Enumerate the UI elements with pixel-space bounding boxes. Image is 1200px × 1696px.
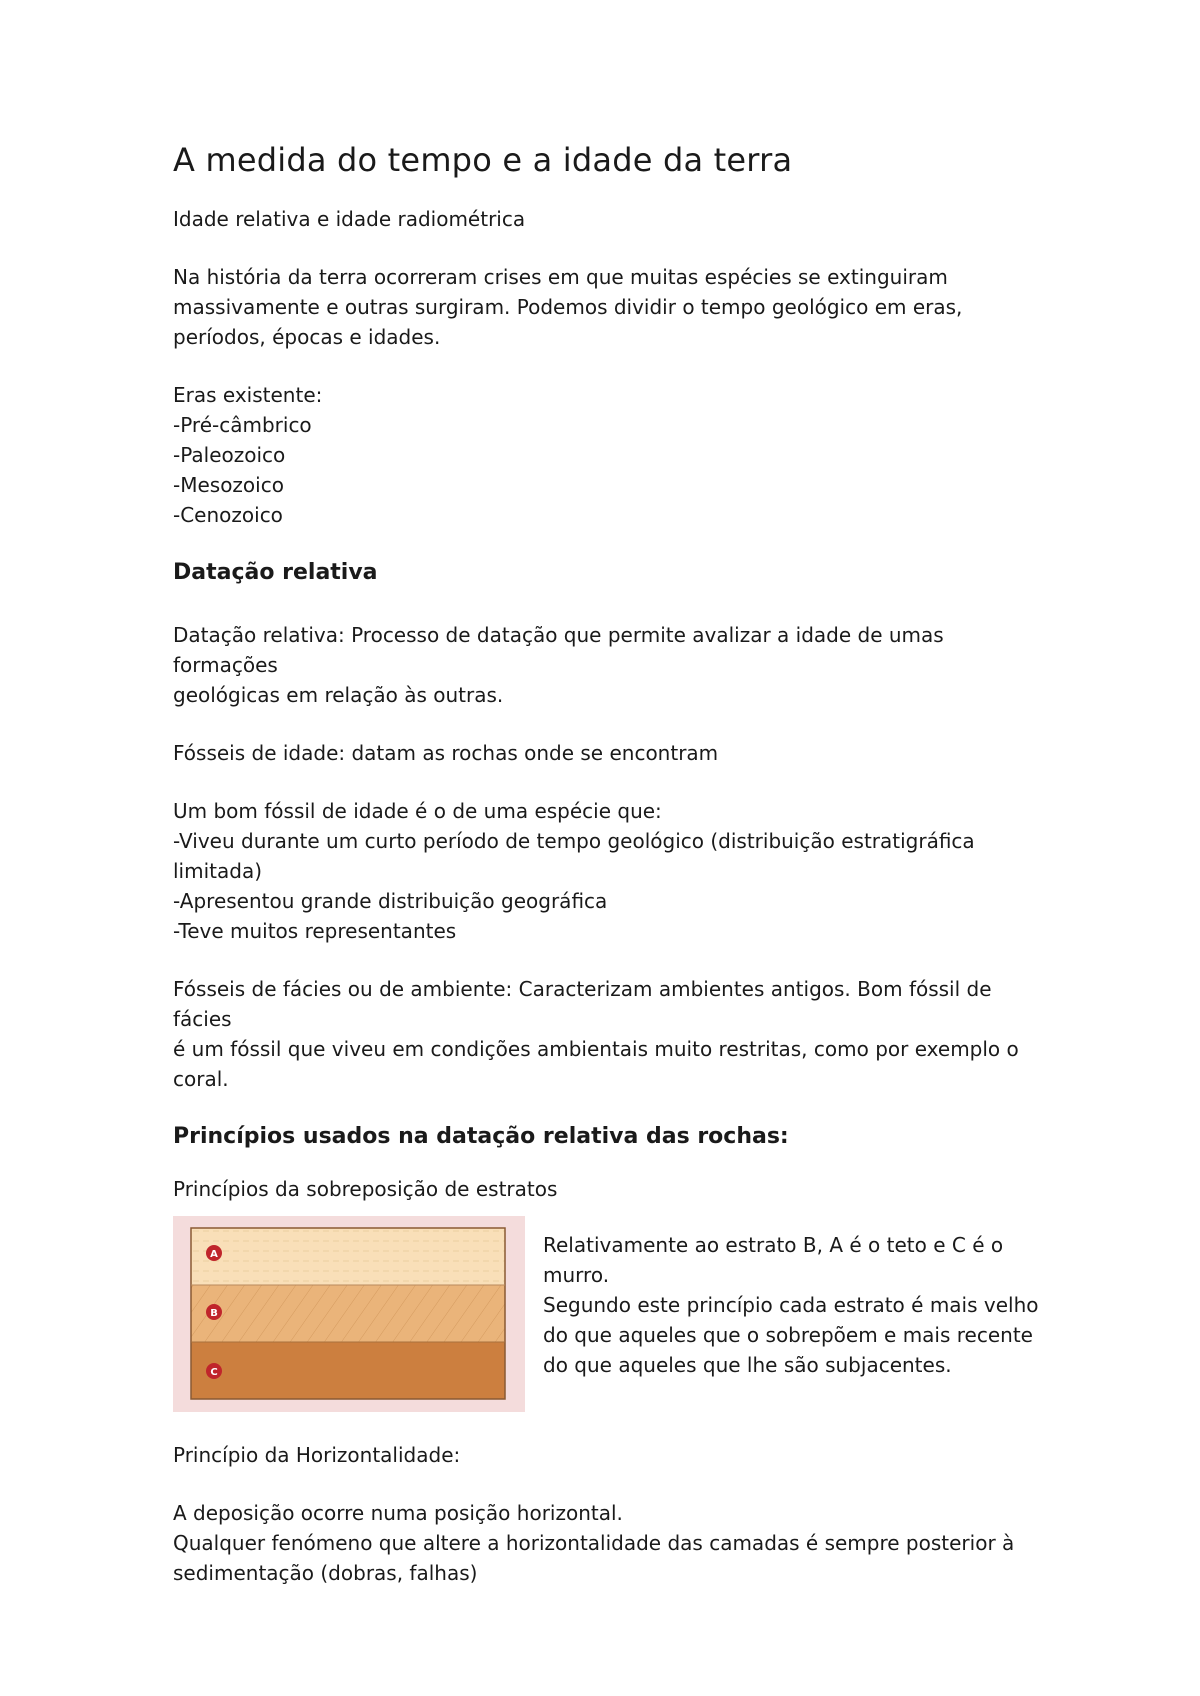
- list-item: -Pré-câmbrico: [173, 413, 312, 437]
- list-item: limitada): [173, 859, 263, 883]
- list-item: -Paleozoico: [173, 443, 286, 467]
- list-item: -Cenozoico: [173, 503, 283, 527]
- text-line: massivamente e outras surgiram. Podemos dividir o tempo geológico em eras,: [173, 295, 963, 319]
- text-line: A deposição ocorre numa posição horizontal.: [173, 1501, 623, 1525]
- section-heading-principios: Princípios usados na datação relativa das rochas:: [173, 1124, 789, 1149]
- text-line: é um fóssil que viveu em condições ambientais muito restritas, como por exemplo o: [173, 1037, 1019, 1061]
- strata-figure-row: [173, 1216, 1043, 1412]
- strata-svg: [173, 1216, 525, 1412]
- text-line: Fósseis de fácies ou de ambiente: Caracterizam ambientes antigos. Bom fóssil de fácies: [173, 977, 992, 1031]
- strata-diagram: [173, 1216, 525, 1412]
- eras-list: [173, 380, 1043, 530]
- text-line: do que aqueles que o sobrepõem e mais recente: [543, 1323, 1033, 1347]
- text-line: murro.: [543, 1263, 610, 1287]
- definition-paragraph: [173, 620, 1043, 710]
- badge-c-label: C: [210, 1367, 218, 1378]
- eras-heading: Eras existente:: [173, 383, 323, 407]
- badge-b-label: B: [210, 1308, 218, 1319]
- document-body: [173, 140, 1043, 1588]
- text-line: períodos, épocas e idades.: [173, 325, 441, 349]
- fossils-age-paragraph: Fósseis de idade: datam as rochas onde se encontram: [173, 741, 719, 765]
- text-line: Datação relativa: Processo de datação que permite avalizar a idade de umas formações: [173, 623, 944, 677]
- horizontality-paragraph: [173, 1498, 1043, 1588]
- list-item: -Mesozoico: [173, 473, 284, 497]
- text-line: coral.: [173, 1067, 229, 1091]
- badge-a-label: A: [210, 1249, 218, 1260]
- figure-caption: [543, 1230, 1043, 1380]
- principle-title: Princípios da sobreposição de estratos: [173, 1177, 558, 1201]
- text-line: Relativamente ao estrato B, A é o teto e C é o: [543, 1233, 1004, 1257]
- good-fossil-list: [173, 796, 1043, 946]
- list-item: -Viveu durante um curto período de tempo geológico (distribuição estratigráfica: [173, 829, 975, 853]
- stratum-a-texture: [191, 1228, 505, 1285]
- list-heading: Um bom fóssil de idade é o de uma espécie que:: [173, 799, 662, 823]
- text-line: sedimentação (dobras, falhas): [173, 1561, 478, 1585]
- text-line: geológicas em relação às outras.: [173, 683, 504, 707]
- facies-paragraph: [173, 974, 1043, 1094]
- text-line: do que aqueles que lhe são subjacentes.: [543, 1353, 952, 1377]
- text-line: Segundo este princípio cada estrato é mais velho: [543, 1293, 1039, 1317]
- text-line: Qualquer fenómeno que altere a horizontalidade das camadas é sempre posterior à: [173, 1531, 1015, 1555]
- document-title: A medida do tempo e a idade da terra: [173, 141, 793, 179]
- document-subtitle: Idade relativa e idade radiométrica: [173, 207, 526, 231]
- intro-paragraph: [173, 262, 1043, 352]
- principle-title: Princípio da Horizontalidade:: [173, 1443, 461, 1467]
- text-line: Na história da terra ocorreram crises em que muitas espécies se extinguiram: [173, 265, 948, 289]
- section-heading-datacao: Datação relativa: [173, 560, 378, 585]
- stratum-b-texture: [191, 1285, 505, 1342]
- list-item: -Teve muitos representantes: [173, 919, 457, 943]
- list-item: -Apresentou grande distribuição geográfica: [173, 889, 608, 913]
- stratum-c: [191, 1342, 505, 1399]
